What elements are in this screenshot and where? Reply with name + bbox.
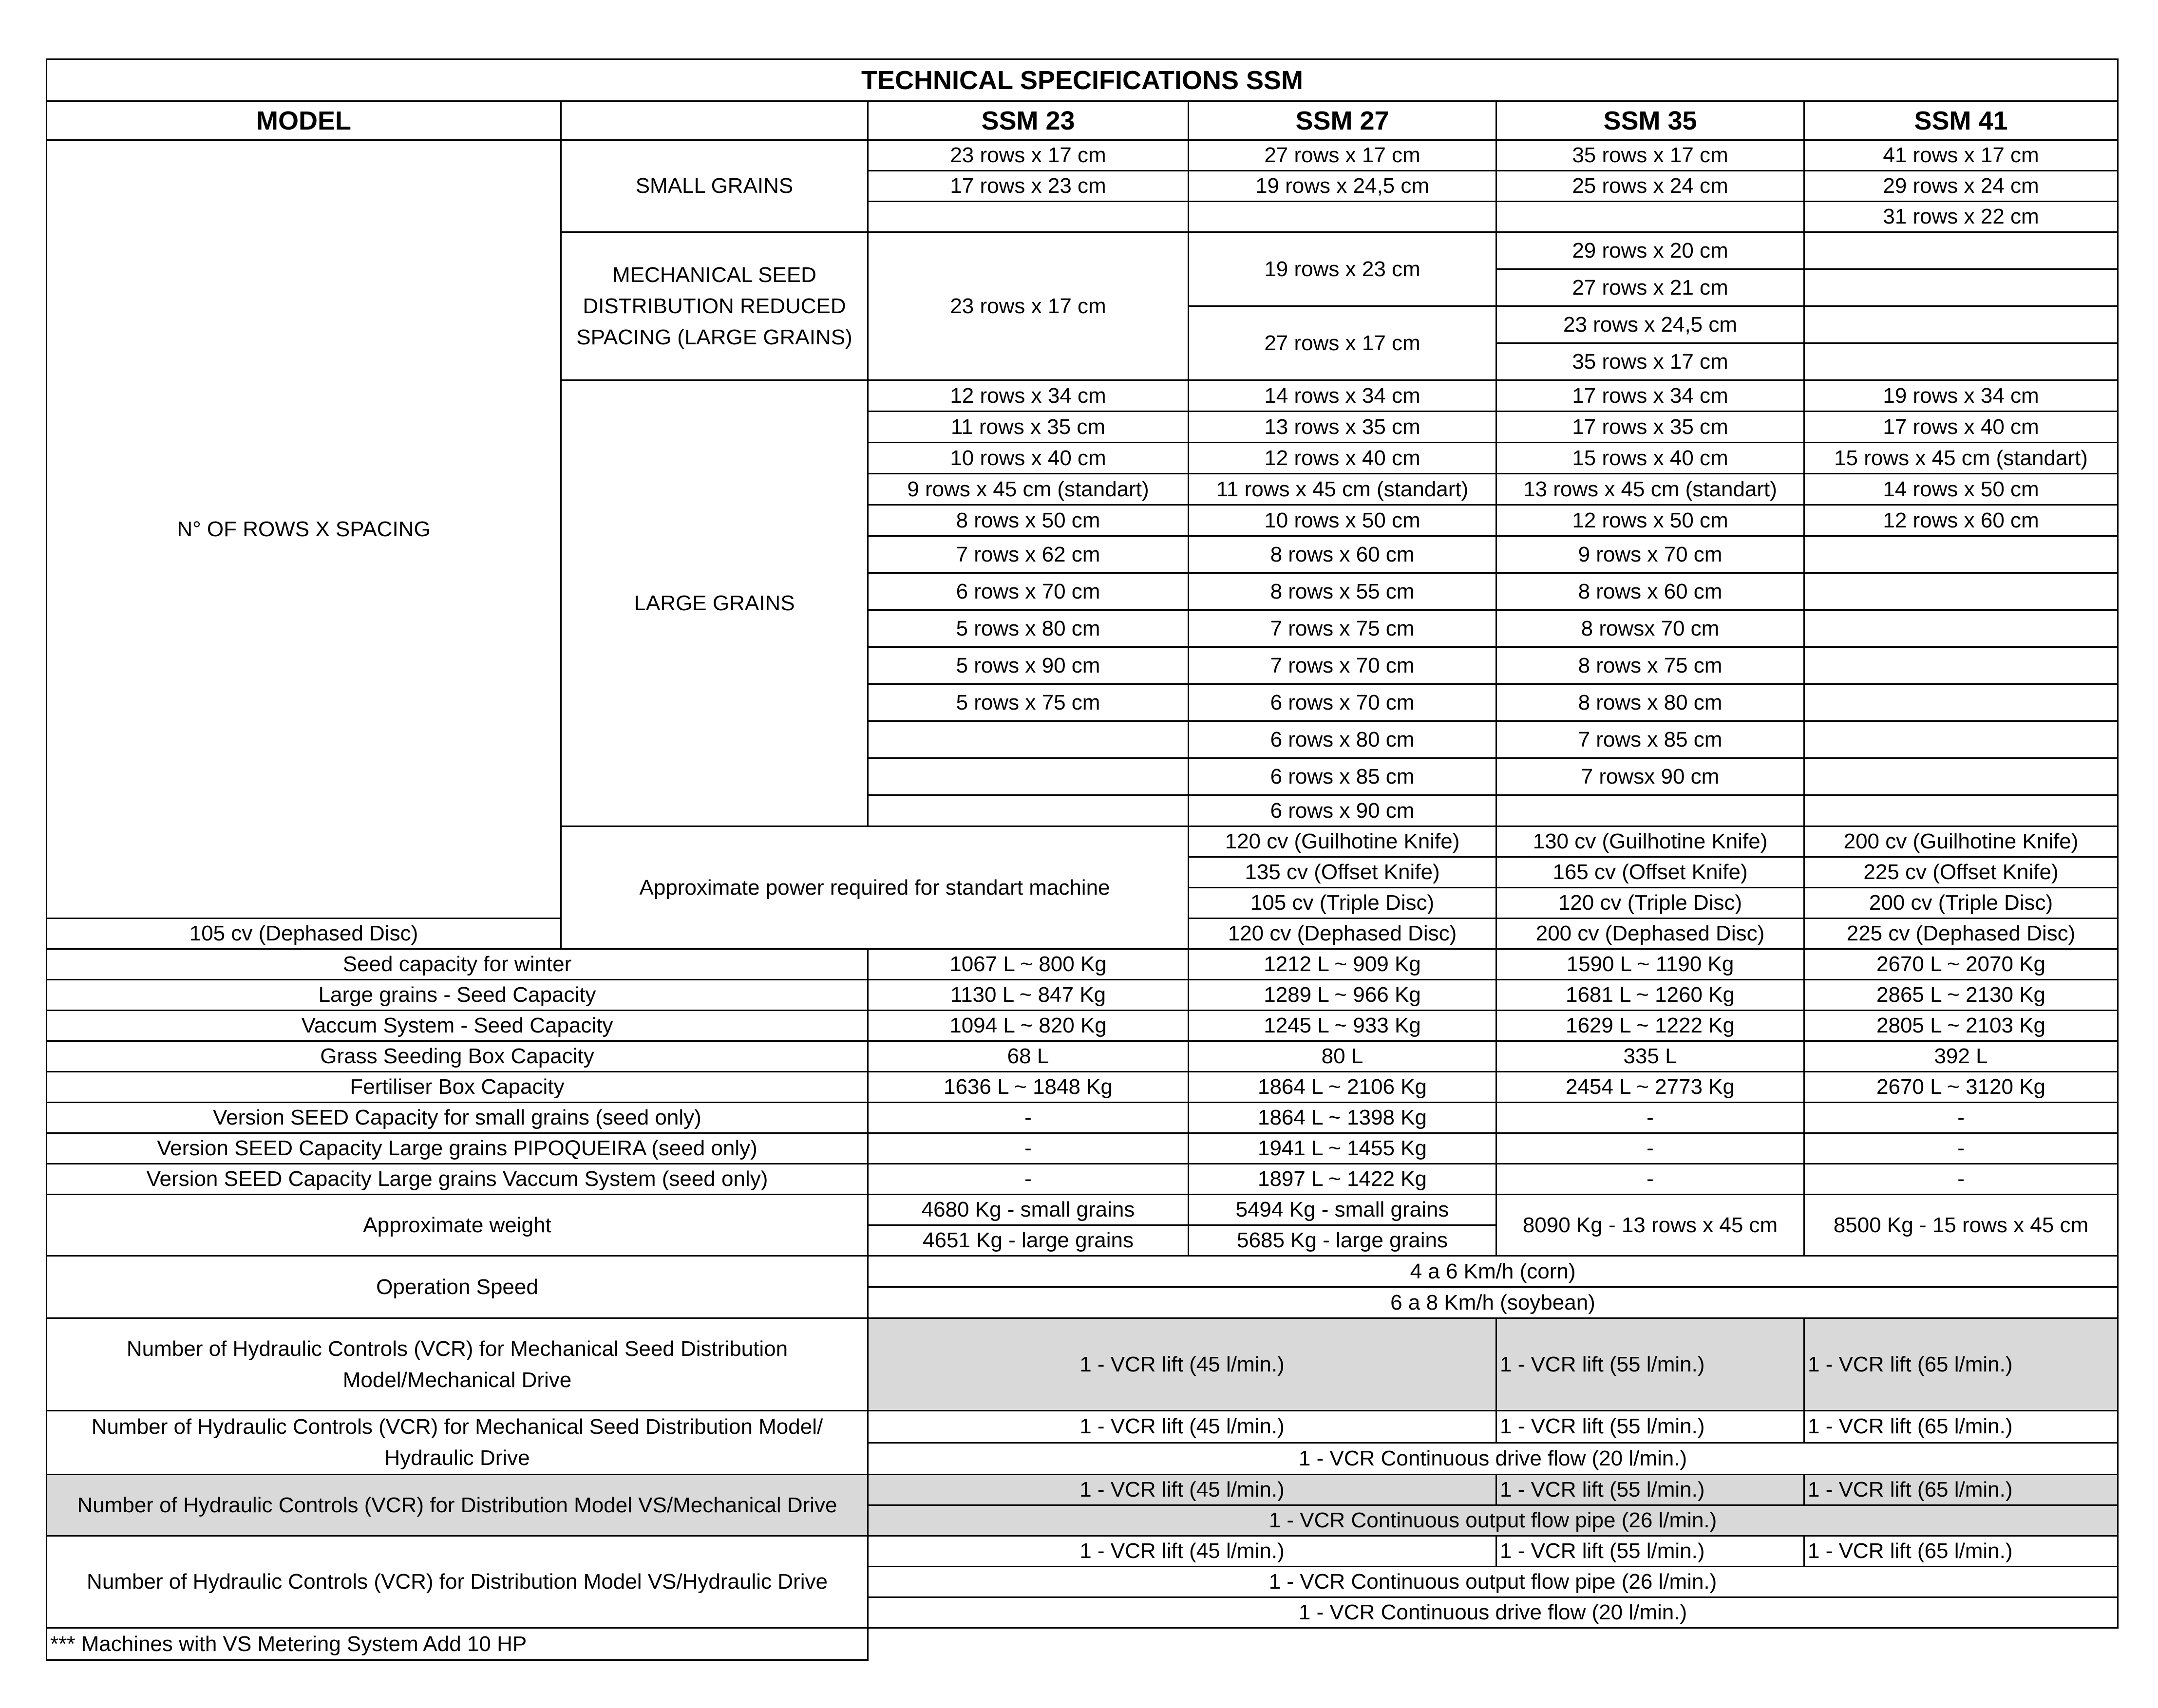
table-cell: 4651 Kg - large grains (868, 1225, 1189, 1256)
large-grains-label: LARGE GRAINS (561, 380, 868, 826)
table-cell: 1 - VCR lift (45 l/min.) (868, 1411, 1496, 1443)
table-cell (1804, 536, 2118, 573)
table-row (47, 1536, 2118, 1567)
table-cell: 1245 L ~ 933 Kg (1189, 1011, 1496, 1041)
table-cell: 6 rows x 90 cm (1189, 795, 1496, 826)
table-cell: 1 - VCR Continuous output flow pipe (26 l/min.) (868, 1505, 2118, 1536)
table-cell: 120 cv (Triple Disc) (1496, 888, 1804, 919)
row-label: Version SEED Capacity Large grains PIPOQUEIRA (seed only) (47, 1133, 868, 1164)
table-cell (1804, 758, 2118, 795)
row-label: Large grains - Seed Capacity (47, 980, 868, 1011)
table-cell: 1864 L ~ 2106 Kg (1189, 1072, 1496, 1103)
table-cell: 1864 L ~ 1398 Kg (1189, 1103, 1496, 1133)
spec-table (46, 58, 2119, 1661)
table-cell: 1 - VCR Continuous drive flow (20 l/min.) (868, 1597, 2118, 1628)
table-cell: 8 rows x 50 cm (868, 505, 1189, 536)
table-cell: 29 rows x 24 cm (1804, 171, 2118, 202)
table-row (47, 140, 2118, 171)
table-row (47, 1011, 2118, 1041)
table-row (47, 1475, 2118, 1505)
weight-label: Approximate weight (47, 1195, 868, 1256)
table-cell: 15 rows x 45 cm (standart) (1804, 443, 2118, 474)
table-cell: 1 - VCR Continuous drive flow (20 l/min.) (868, 1443, 2118, 1475)
table-cell: 7 rowsx 90 cm (1496, 758, 1804, 795)
footnote: *** Machines with VS Metering System Add 10 HP (47, 1628, 868, 1660)
table-row (47, 1103, 2118, 1133)
table-cell: 200 cv (Dephased Disc) (1496, 919, 1804, 949)
table-cell: 165 cv (Offset Knife) (1496, 857, 1804, 888)
table-cell: 14 rows x 50 cm (1804, 474, 2118, 505)
table-cell: 17 rows x 40 cm (1804, 412, 2118, 443)
table-cell (1496, 202, 1804, 232)
table-cell: 17 rows x 35 cm (1496, 412, 1804, 443)
model-header: MODEL (47, 101, 561, 140)
table-cell: 7 rows x 62 cm (868, 536, 1189, 573)
table-row (47, 1072, 2118, 1103)
table-cell: - (1496, 1164, 1804, 1195)
table-cell: - (1804, 1164, 2118, 1195)
table-cell: 6 rows x 70 cm (868, 573, 1189, 610)
table-cell: 7 rows x 70 cm (1189, 647, 1496, 684)
table-cell: 1 - VCR lift (65 l/min.) (1804, 1475, 2118, 1505)
table-cell: 6 rows x 80 cm (1189, 721, 1496, 758)
table-cell (1804, 795, 2118, 826)
table-cell: 14 rows x 34 cm (1189, 380, 1496, 412)
table-cell: 105 cv (Dephased Disc) (47, 919, 561, 949)
table-cell: 1 - VCR lift (65 l/min.) (1804, 1411, 2118, 1443)
table-cell: 1 - VCR lift (65 l/min.) (1804, 1536, 2118, 1567)
table-cell: 23 rows x 17 cm (868, 232, 1189, 380)
table-cell: 1212 L ~ 909 Kg (1189, 949, 1496, 980)
title-row (47, 59, 2118, 101)
table-cell: 1 - VCR lift (55 l/min.) (1496, 1475, 1804, 1505)
table-cell: 4680 Kg - small grains (868, 1195, 1189, 1225)
table-cell: - (1804, 1103, 2118, 1133)
table-cell: 1 - VCR lift (55 l/min.) (1496, 1411, 1804, 1443)
table-cell: 12 rows x 50 cm (1496, 505, 1804, 536)
table-cell (1804, 721, 2118, 758)
table-cell: 1289 L ~ 966 Kg (1189, 980, 1496, 1011)
table-row (47, 1256, 2118, 1287)
table-row (47, 1041, 2118, 1072)
table-cell: 17 rows x 23 cm (868, 171, 1189, 202)
table-cell: 12 rows x 40 cm (1189, 443, 1496, 474)
power-label: Approximate power required for standart machine (561, 826, 1189, 949)
model-ssm23: SSM 23 (868, 101, 1189, 140)
table-cell (868, 795, 1189, 826)
table-cell: 8500 Kg - 15 rows x 45 cm (1804, 1195, 2118, 1256)
row-label: Fertiliser Box Capacity (47, 1072, 868, 1103)
spec-sheet (46, 58, 2117, 1666)
table-cell: 1 - VCR Continuous output flow pipe (26 l/min.) (868, 1567, 2118, 1597)
table-cell: 27 rows x 17 cm (1189, 306, 1496, 380)
table-cell: 5685 Kg - large grains (1189, 1225, 1496, 1256)
table-cell: 5 rows x 80 cm (868, 610, 1189, 647)
table-cell: 23 rows x 24,5 cm (1496, 306, 1804, 343)
table-cell: 19 rows x 24,5 cm (1189, 171, 1496, 202)
table-cell: 9 rows x 70 cm (1496, 536, 1804, 573)
hyd-vs-hyd-label: Number of Hydraulic Controls (VCR) for Distribution Model VS/Hydraulic Drive (47, 1536, 868, 1628)
table-cell: 8 rowsx 70 cm (1496, 610, 1804, 647)
table-cell: 2670 L ~ 2070 Kg (1804, 949, 2118, 980)
table-cell: 1681 L ~ 1260 Kg (1496, 980, 1804, 1011)
hyd-vs-mech-label: Number of Hydraulic Controls (VCR) for Distribution Model VS/Mechanical Drive (47, 1475, 868, 1536)
table-row (47, 980, 2118, 1011)
table-cell (1804, 269, 2118, 306)
hyd-mech-mech-label: Number of Hydraulic Controls (VCR) for Mechanical Seed Distribution Model/Mechanical Drive (47, 1318, 868, 1411)
mechanical-label: MECHANICAL SEED DISTRIBUTION REDUCED SPACING (LARGE GRAINS) (561, 232, 868, 380)
table-cell: 120 cv (Guilhotine Knife) (1189, 826, 1496, 857)
table-cell (1804, 306, 2118, 343)
table-cell: 1 - VCR lift (45 l/min.) (868, 1318, 1496, 1411)
table-row (47, 1318, 2118, 1411)
table-row (47, 1195, 2118, 1225)
row-label: Seed capacity for winter (47, 949, 868, 980)
table-cell: 9 rows x 45 cm (standart) (868, 474, 1189, 505)
model-ssm27: SSM 27 (1189, 101, 1496, 140)
table-row (47, 949, 2118, 980)
table-cell (1804, 573, 2118, 610)
table-cell: 19 rows x 34 cm (1804, 380, 2118, 412)
table-cell: 1941 L ~ 1455 Kg (1189, 1133, 1496, 1164)
table-cell: 35 rows x 17 cm (1496, 343, 1804, 380)
table-cell: 6 rows x 85 cm (1189, 758, 1496, 795)
table-cell (1804, 647, 2118, 684)
model-ssm41: SSM 41 (1804, 101, 2118, 140)
table-cell: 225 cv (Offset Knife) (1804, 857, 2118, 888)
table-cell: 5494 Kg - small grains (1189, 1195, 1496, 1225)
table-cell: 27 rows x 17 cm (1189, 140, 1496, 171)
table-cell (1189, 202, 1496, 232)
header-blank (561, 101, 868, 140)
table-cell: 1 - VCR lift (55 l/min.) (1496, 1536, 1804, 1567)
table-cell: 1094 L ~ 820 Kg (868, 1011, 1189, 1041)
table-cell: 5 rows x 90 cm (868, 647, 1189, 684)
table-cell: 1 - VCR lift (65 l/min.) (1804, 1318, 2118, 1411)
row-label: Version SEED Capacity for small grains (seed only) (47, 1103, 868, 1133)
footnote-row (47, 1628, 2118, 1660)
table-cell (1804, 343, 2118, 380)
table-cell: 1067 L ~ 800 Kg (868, 949, 1189, 980)
table-cell: 10 rows x 40 cm (868, 443, 1189, 474)
table-cell: 12 rows x 34 cm (868, 380, 1189, 412)
table-cell: 35 rows x 17 cm (1496, 140, 1804, 171)
table-cell: 8 rows x 60 cm (1189, 536, 1496, 573)
table-cell: 7 rows x 75 cm (1189, 610, 1496, 647)
table-cell (1804, 232, 2118, 269)
table-cell: 11 rows x 35 cm (868, 412, 1189, 443)
table-cell: 31 rows x 22 cm (1804, 202, 2118, 232)
table-cell: 2454 L ~ 2773 Kg (1496, 1072, 1804, 1103)
table-cell (868, 202, 1189, 232)
table-cell: 8 rows x 80 cm (1496, 684, 1804, 721)
table-cell: 10 rows x 50 cm (1189, 505, 1496, 536)
table-cell: 8 rows x 75 cm (1496, 647, 1804, 684)
table-cell: 2805 L ~ 2103 Kg (1804, 1011, 2118, 1041)
table-cell: 130 cv (Guilhotine Knife) (1496, 826, 1804, 857)
table-cell: 120 cv (Dephased Disc) (1189, 919, 1496, 949)
table-cell (1804, 684, 2118, 721)
row-label: Grass Seeding Box Capacity (47, 1041, 868, 1072)
table-cell: 23 rows x 17 cm (868, 140, 1189, 171)
table-cell: 2865 L ~ 2130 Kg (1804, 980, 2118, 1011)
table-cell: 13 rows x 45 cm (standart) (1496, 474, 1804, 505)
table-cell: 41 rows x 17 cm (1804, 140, 2118, 171)
table-row (47, 1133, 2118, 1164)
table-cell: 1130 L ~ 847 Kg (868, 980, 1189, 1011)
table-cell: 4 a 6 Km/h (corn) (868, 1256, 2118, 1287)
table-cell: 13 rows x 35 cm (1189, 412, 1496, 443)
table-cell: 1590 L ~ 1190 Kg (1496, 949, 1804, 980)
table-cell (868, 721, 1189, 758)
table-cell: 105 cv (Triple Disc) (1189, 888, 1496, 919)
table-cell: 5 rows x 75 cm (868, 684, 1189, 721)
table-cell (868, 758, 1189, 795)
table-cell: - (1496, 1103, 1804, 1133)
small-grains-label: SMALL GRAINS (561, 140, 868, 232)
table-cell: 1897 L ~ 1422 Kg (1189, 1164, 1496, 1195)
table-cell: 6 a 8 Km/h (soybean) (868, 1287, 2118, 1318)
table-cell: 12 rows x 60 cm (1804, 505, 2118, 536)
row-label: Vaccum System - Seed Capacity (47, 1011, 868, 1041)
table-cell: - (868, 1164, 1189, 1195)
footnote-blank (868, 1628, 2118, 1660)
table-cell: 200 cv (Triple Disc) (1804, 888, 2118, 919)
table-cell: 225 cv (Dephased Disc) (1804, 919, 2118, 949)
table-cell: 29 rows x 20 cm (1496, 232, 1804, 269)
table-cell: 27 rows x 21 cm (1496, 269, 1804, 306)
table-row (47, 1164, 2118, 1195)
table-cell: 80 L (1189, 1041, 1496, 1072)
table-cell: 1629 L ~ 1222 Kg (1496, 1011, 1804, 1041)
header-row (47, 101, 2118, 140)
table-cell: 7 rows x 85 cm (1496, 721, 1804, 758)
table-cell: - (868, 1133, 1189, 1164)
table-cell (1804, 610, 2118, 647)
table-title: TECHNICAL SPECIFICATIONS SSM (47, 59, 2118, 101)
speed-label: Operation Speed (47, 1256, 868, 1318)
rows-spacing-label: N° OF ROWS X SPACING (47, 140, 561, 919)
table-cell: 6 rows x 70 cm (1189, 684, 1496, 721)
table-cell: 8090 Kg - 13 rows x 45 cm (1496, 1195, 1804, 1256)
table-cell: 1 - VCR lift (55 l/min.) (1496, 1318, 1804, 1411)
table-cell: 392 L (1804, 1041, 2118, 1072)
table-cell: 135 cv (Offset Knife) (1189, 857, 1496, 888)
table-cell: 19 rows x 23 cm (1189, 232, 1496, 306)
table-cell: 15 rows x 40 cm (1496, 443, 1804, 474)
table-cell: 68 L (868, 1041, 1189, 1072)
table-cell: 17 rows x 34 cm (1496, 380, 1804, 412)
table-cell: 8 rows x 55 cm (1189, 573, 1496, 610)
table-cell: 2670 L ~ 3120 Kg (1804, 1072, 2118, 1103)
table-cell: 335 L (1496, 1041, 1804, 1072)
model-ssm35: SSM 35 (1496, 101, 1804, 140)
hyd-mech-hyd-label: Number of Hydraulic Controls (VCR) for Mechanical Seed Distribution Model/ Hydraulic Drive (47, 1411, 868, 1475)
table-cell: - (1804, 1133, 2118, 1164)
table-cell: 1636 L ~ 1848 Kg (868, 1072, 1189, 1103)
table-cell: 1 - VCR lift (45 l/min.) (868, 1475, 1496, 1505)
row-label: Version SEED Capacity Large grains Vaccum System (seed only) (47, 1164, 868, 1195)
table-cell: 8 rows x 60 cm (1496, 573, 1804, 610)
table-cell: - (868, 1103, 1189, 1133)
table-cell: 200 cv (Guilhotine Knife) (1804, 826, 2118, 857)
table-cell: 25 rows x 24 cm (1496, 171, 1804, 202)
table-cell: 1 - VCR lift (45 l/min.) (868, 1536, 1496, 1567)
table-cell (1496, 795, 1804, 826)
table-cell: 11 rows x 45 cm (standart) (1189, 474, 1496, 505)
table-row (47, 1411, 2118, 1443)
table-cell: - (1496, 1133, 1804, 1164)
